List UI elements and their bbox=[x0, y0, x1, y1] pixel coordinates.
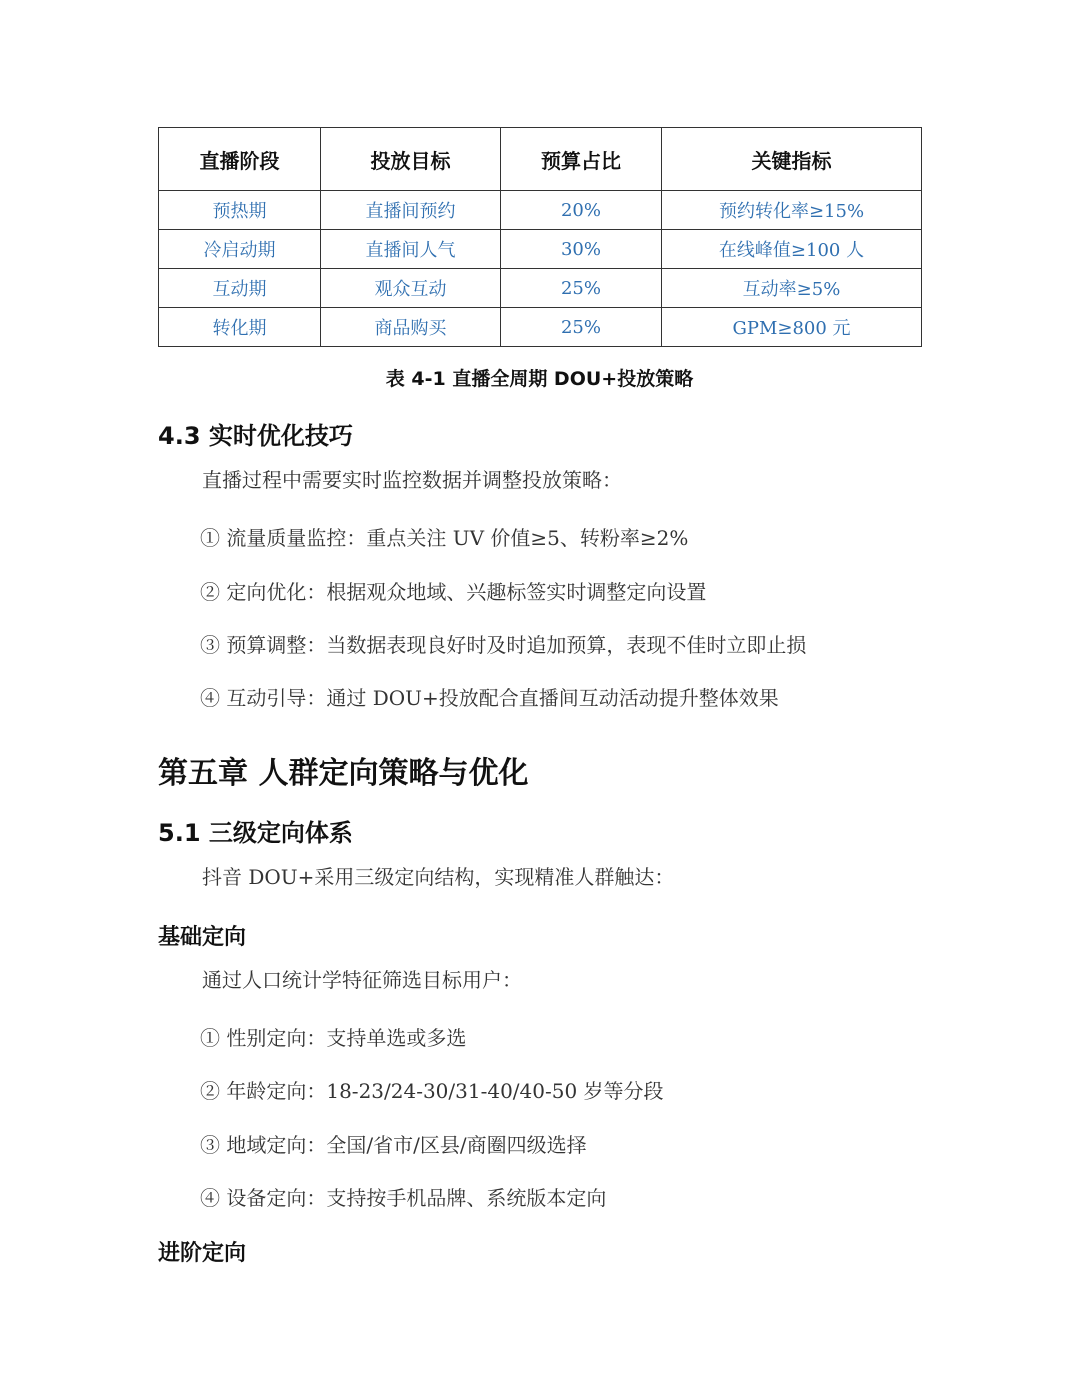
header-stage: 直播阶段 bbox=[159, 128, 321, 191]
cell-kpi: 预约转化率≥15% bbox=[662, 191, 922, 230]
table-row bbox=[159, 191, 922, 230]
advanced-targeting-heading: 进阶定向 bbox=[158, 1241, 247, 1266]
table-header-row bbox=[159, 128, 922, 191]
header-budget: 预算占比 bbox=[501, 128, 662, 191]
section-4-3-intro: 直播过程中需要实时监控数据并调整投放策略： bbox=[202, 468, 622, 492]
cell-budget: 30% bbox=[501, 230, 662, 269]
cell-goal: 直播间人气 bbox=[321, 230, 501, 269]
cell-stage: 冷启动期 bbox=[159, 230, 321, 269]
list-item: ① 流量质量监控：重点关注 UV 价值≥5、转粉率≥2% bbox=[200, 526, 689, 550]
basic-targeting-heading: 基础定向 bbox=[158, 925, 247, 950]
list-item: ① 性别定向：支持单选或多选 bbox=[200, 1026, 467, 1050]
cell-stage: 预热期 bbox=[159, 191, 321, 230]
strategy-table bbox=[158, 127, 922, 347]
cell-stage: 转化期 bbox=[159, 308, 321, 347]
header-goal: 投放目标 bbox=[321, 128, 501, 191]
cell-goal: 观众互动 bbox=[321, 269, 501, 308]
section-4-3-heading: 4.3 实时优化技巧 bbox=[158, 422, 353, 450]
section-5-1-heading: 5.1 三级定向体系 bbox=[158, 819, 353, 847]
cell-kpi: 在线峰值≥100 人 bbox=[662, 230, 922, 269]
list-item: ④ 互动引导：通过 DOU+投放配合直播间互动活动提升整体效果 bbox=[200, 686, 779, 710]
cell-budget: 25% bbox=[501, 308, 662, 347]
section-5-1-intro: 抖音 DOU+采用三级定向结构，实现精准人群触达： bbox=[202, 865, 675, 889]
list-item: ③ 地域定向：全国/省市/区县/商圈四级选择 bbox=[200, 1133, 587, 1157]
table-caption: 表 4-1 直播全周期 DOU+投放策略 bbox=[385, 368, 694, 390]
list-item: ③ 预算调整：当数据表现良好时及时追加预算，表现不佳时立即止损 bbox=[200, 633, 807, 657]
cell-budget: 25% bbox=[501, 269, 662, 308]
basic-targeting-intro: 通过人口统计学特征筛选目标用户： bbox=[202, 968, 522, 992]
cell-goal: 商品购买 bbox=[321, 308, 501, 347]
list-item: ② 年龄定向：18-23/24-30/31-40/40-50 岁等分段 bbox=[200, 1079, 664, 1103]
cell-kpi: 互动率≥5% bbox=[662, 269, 922, 308]
table-row bbox=[159, 269, 922, 308]
chapter-5-heading: 第五章 人群定向策略与优化 bbox=[158, 756, 529, 791]
header-kpi: 关键指标 bbox=[662, 128, 922, 191]
list-item: ② 定向优化：根据观众地域、兴趣标签实时调整定向设置 bbox=[200, 580, 707, 604]
cell-kpi: GPM≥800 元 bbox=[662, 308, 922, 347]
table-row bbox=[159, 230, 922, 269]
cell-stage: 互动期 bbox=[159, 269, 321, 308]
cell-goal: 直播间预约 bbox=[321, 191, 501, 230]
table-row bbox=[159, 308, 922, 347]
list-item: ④ 设备定向：支持按手机品牌、系统版本定向 bbox=[200, 1186, 607, 1210]
cell-budget: 20% bbox=[501, 191, 662, 230]
